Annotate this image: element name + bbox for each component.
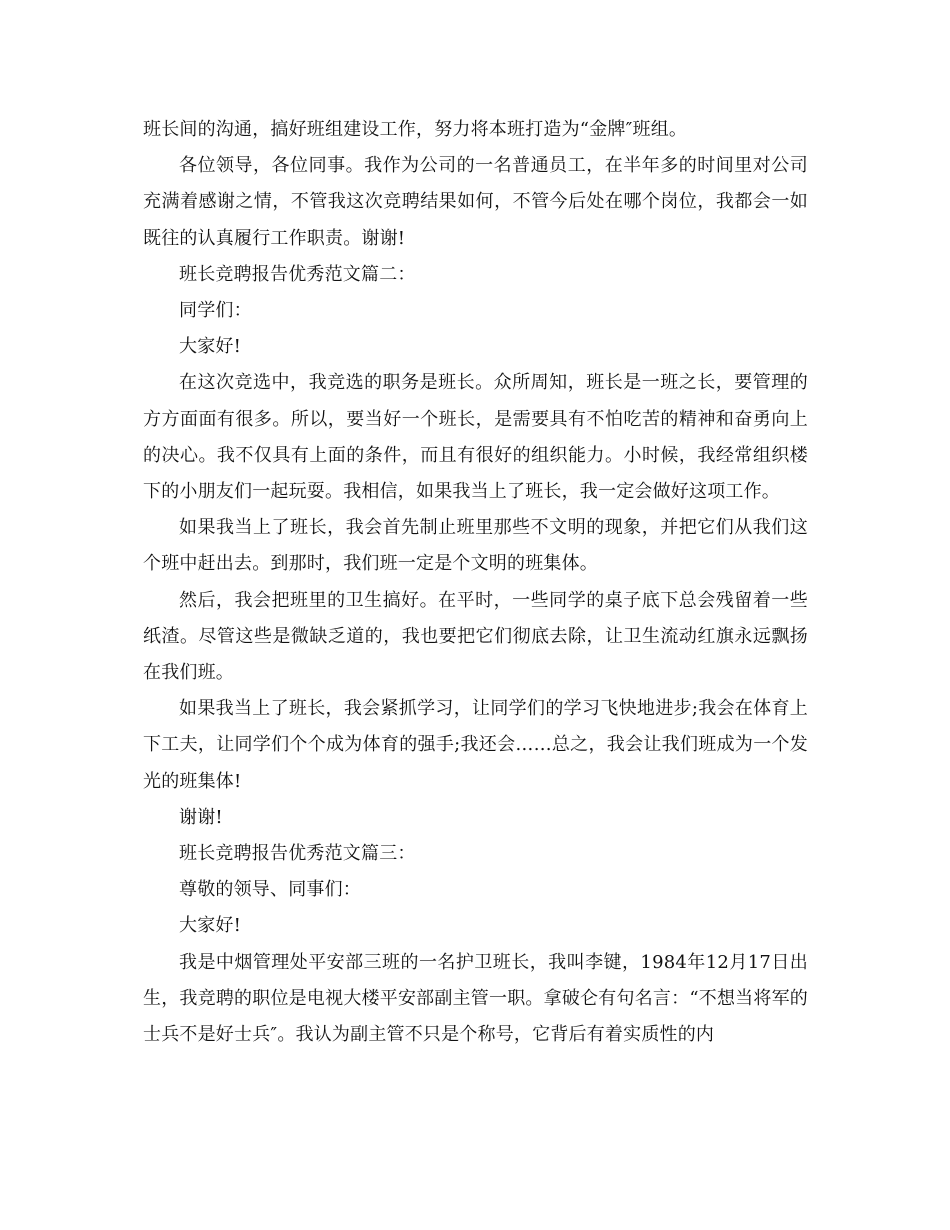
paragraph-closing-remarks: 各位领导，各位同事。我作为公司的一名普通员工，在半年多的时间里对公司充满着感谢之情，不管我这次竞聘结果如何，不管今后处在哪个岗位，我都会一如既往的认真履行工作职责。谢谢!	[143, 155, 808, 249]
greeting: 大家好!	[179, 915, 242, 937]
salutation: 尊敬的领导、同事们：	[179, 879, 361, 901]
greeting: 大家好!	[179, 336, 242, 358]
paragraph-body: 如果我当上了班长，我会紧抓学习，让同学们的学习飞快地进步;我会在体育上下工夫，让同学们个个成为体育的强手;我还会……总之，我会让我们班成为一个发光的班集体!	[143, 698, 808, 792]
section-heading-2: 班长竞聘报告优秀范文篇二：	[179, 263, 416, 285]
paragraph-body: 如果我当上了班长，我会首先制止班里那些不文明的现象，并把它们从我们这个班中赶出去。到那时，我们班一定是个文明的班集体。	[143, 517, 808, 575]
paragraph-body: 然后，我会把班里的卫生搞好。在平时，一些同学的桌子底下总会残留着一些纸渣。尽管这些是微缺乏道的，我也要把它们彻底去除，让卫生流动红旗永远飘扬在我们班。	[143, 589, 808, 684]
section-heading-3: 班长竞聘报告优秀范文篇三：	[179, 843, 416, 865]
paragraph-continuation: 班长间的沟通，搞好班组建设工作，努力将本班打造为“金牌″班组。	[143, 119, 688, 140]
thanks: 谢谢!	[179, 806, 223, 828]
salutation: 同学们：	[179, 300, 252, 322]
paragraph-body: 我是中烟管理处平安部三班的一名护卫班长，我叫李键，1984年12月17日出生，我竞聘的职位是电视大楼平安部副主管一职。拿破仑有句名言：“不想当将军的士兵不是好士兵″。我认为副主管不只是个称号，它背后有着实质性的内	[143, 951, 808, 1046]
document-page	[143, 112, 808, 1053]
paragraph-body: 在这次竞选中，我竞选的职务是班长。众所周知，班长是一班之长，要管理的方方面面有很多。所以，要当好一个班长，是需要具有不怕吃苦的精神和奋勇向上的决心。我不仅具有上面的条件，而且有很好的组织能力。小时候，我经常组织楼下的小朋友们一起玩耍。我相信，如果我当上了班长，我一定会做好这项工作。	[143, 372, 808, 503]
